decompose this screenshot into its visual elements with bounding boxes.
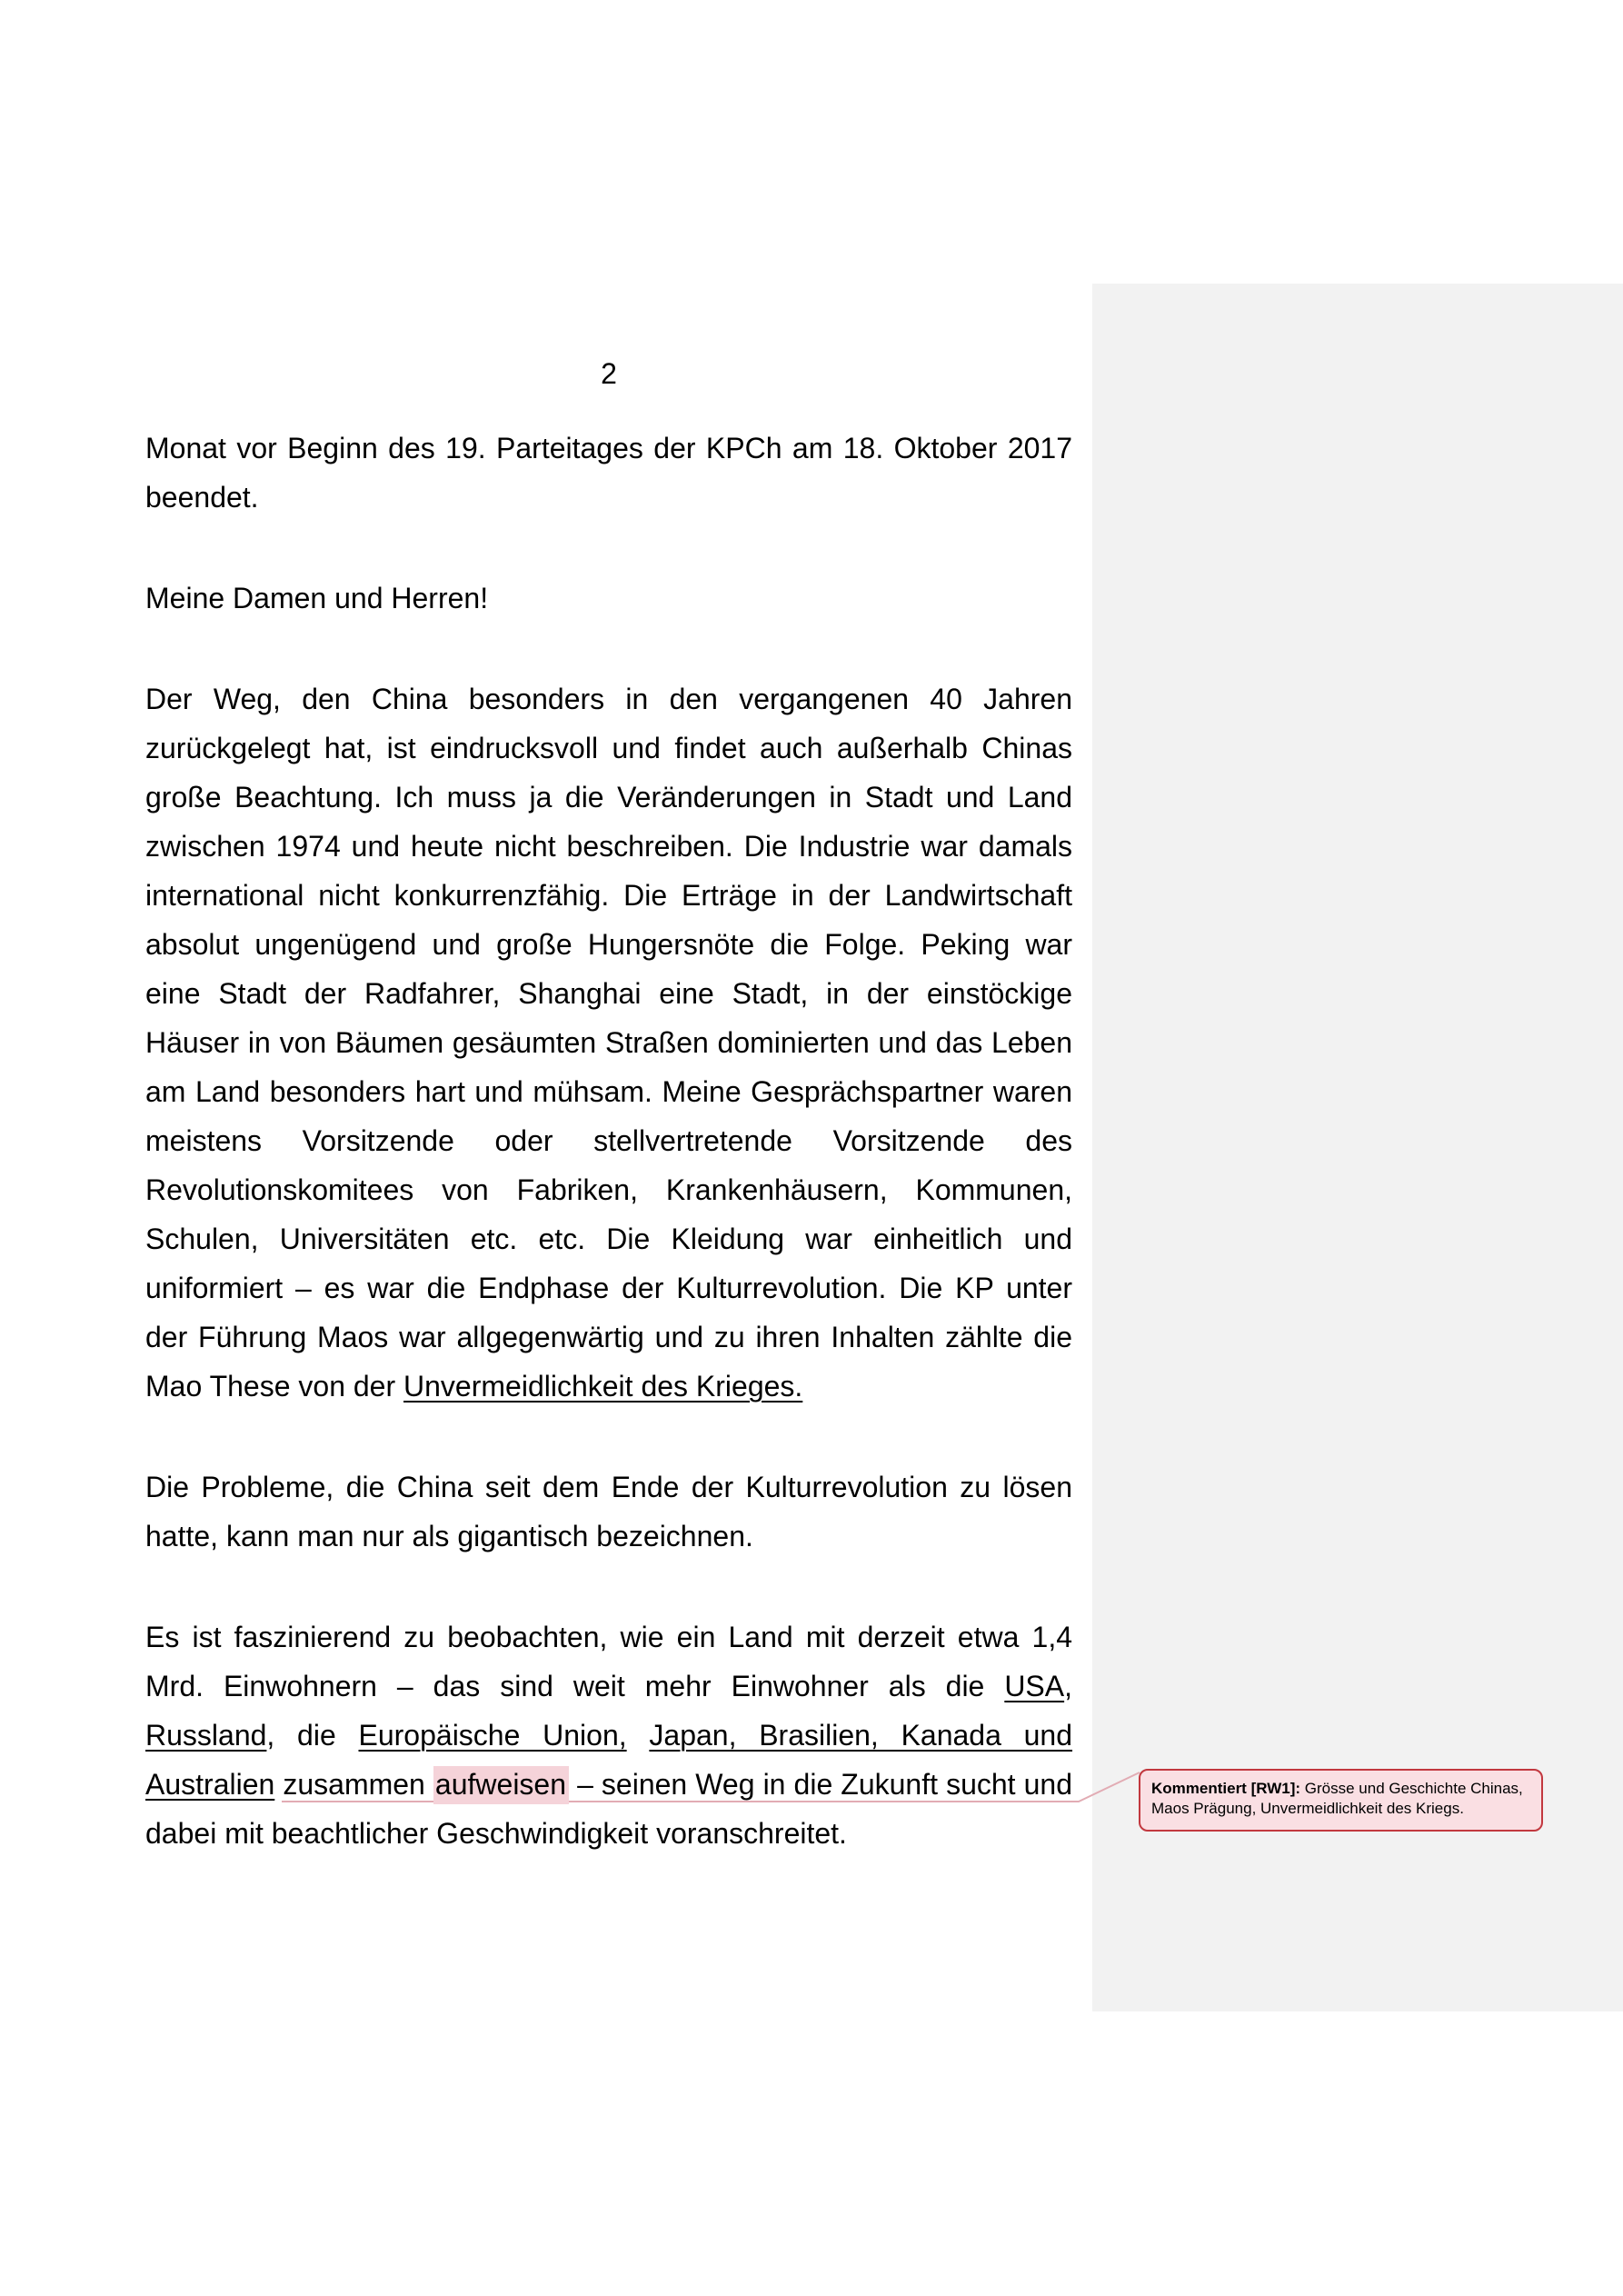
- text-run: ,: [1064, 1670, 1072, 1702]
- comment-author-label: Kommentiert [RW1]:: [1151, 1780, 1301, 1797]
- underlined-text: Russland: [145, 1719, 267, 1752]
- comment-balloon[interactable]: [1139, 1769, 1543, 1832]
- text-run: Es ist faszinierend zu beobachten, wie ein Land mit derzeit etwa 1,4 Mrd. Einwohnern – das sind weit mehr Einwohner als die: [145, 1621, 1072, 1702]
- page-number: 2: [601, 357, 617, 390]
- text-run: zusammen: [274, 1768, 433, 1801]
- text-run: Monat vor Beginn des 19. Parteitages der KPCh am 18. Oktober 2017 beendet.: [145, 432, 1072, 514]
- comment-text: Grösse und Geschichte Chinas, Maos Prägung, Unvermeidlichkeit des Kriegs.: [1151, 1780, 1523, 1817]
- text-run: Die Probleme, die China seit dem Ende der Kulturrevolution zu lösen hatte, kann man nur als gigantisch bezeichnen.: [145, 1471, 1072, 1552]
- comments-markup-panel: [1092, 284, 1623, 2011]
- comment-anchor-highlight[interactable]: aufweisen: [433, 1766, 569, 1804]
- underlined-text: Unvermeidlichkeit des Krieges.: [403, 1370, 803, 1403]
- text-run: [627, 1719, 650, 1752]
- text-run: Meine Damen und Herren!: [145, 582, 489, 614]
- paragraph-intro: [145, 424, 1072, 522]
- paragraph-probleme: [145, 1462, 1072, 1561]
- underlined-text: Europäische Union,: [358, 1719, 627, 1752]
- paragraph-china-weg: [145, 674, 1072, 1411]
- text-run: – seinen Weg in die Zukunft sucht und dabei mit beachtlicher Geschwindigkeit voranschreitet.: [145, 1768, 1073, 1850]
- paragraph-salutation: [145, 574, 1072, 623]
- underlined-text: USA: [1004, 1670, 1065, 1702]
- text-run: , die: [266, 1719, 359, 1752]
- document-body: [145, 349, 1072, 1858]
- underlined-text: Japan, Brasilien, Kanada und Australien: [145, 1719, 1073, 1801]
- paragraph-faszinierend: [145, 1612, 1072, 1858]
- paragraphs: [145, 424, 1072, 1858]
- text-run: Der Weg, den China besonders in den vergangenen 40 Jahren zurückgelegt hat, ist eindrucksvoll und findet auch außerhalb Chinas große Beachtung. Ich muss ja die Veränderungen in Stadt und Land zwischen 1974 und heute nicht beschreiben. Die Industrie war damals international nicht konkurrenzfähig. Die Erträge in der Landwirtschaft absolut ungenügend und große Hungersnöte die Folge. Peking war eine Stadt der Radfahrer, Shanghai eine Stadt, in der einstöckige Häuser in von Bäumen gesäumten Straßen dominierten und das Leben am Land besonders hart und mühsam. Meine Gesprächspartner waren meistens Vorsitzende oder stellvertretende Vorsitzende des Revolutionskomitees von Fabriken, Krankenhäusern, Kommunen, Schulen, Universitäten etc. etc. Die Kleidung war einheitlich und uniformiert – es war die Endphase der Kulturrevolution. Die KP unter der Führung Maos war allgegenwärtig und zu ihren Inhalten zählte die Mao These von der: [145, 683, 1072, 1403]
